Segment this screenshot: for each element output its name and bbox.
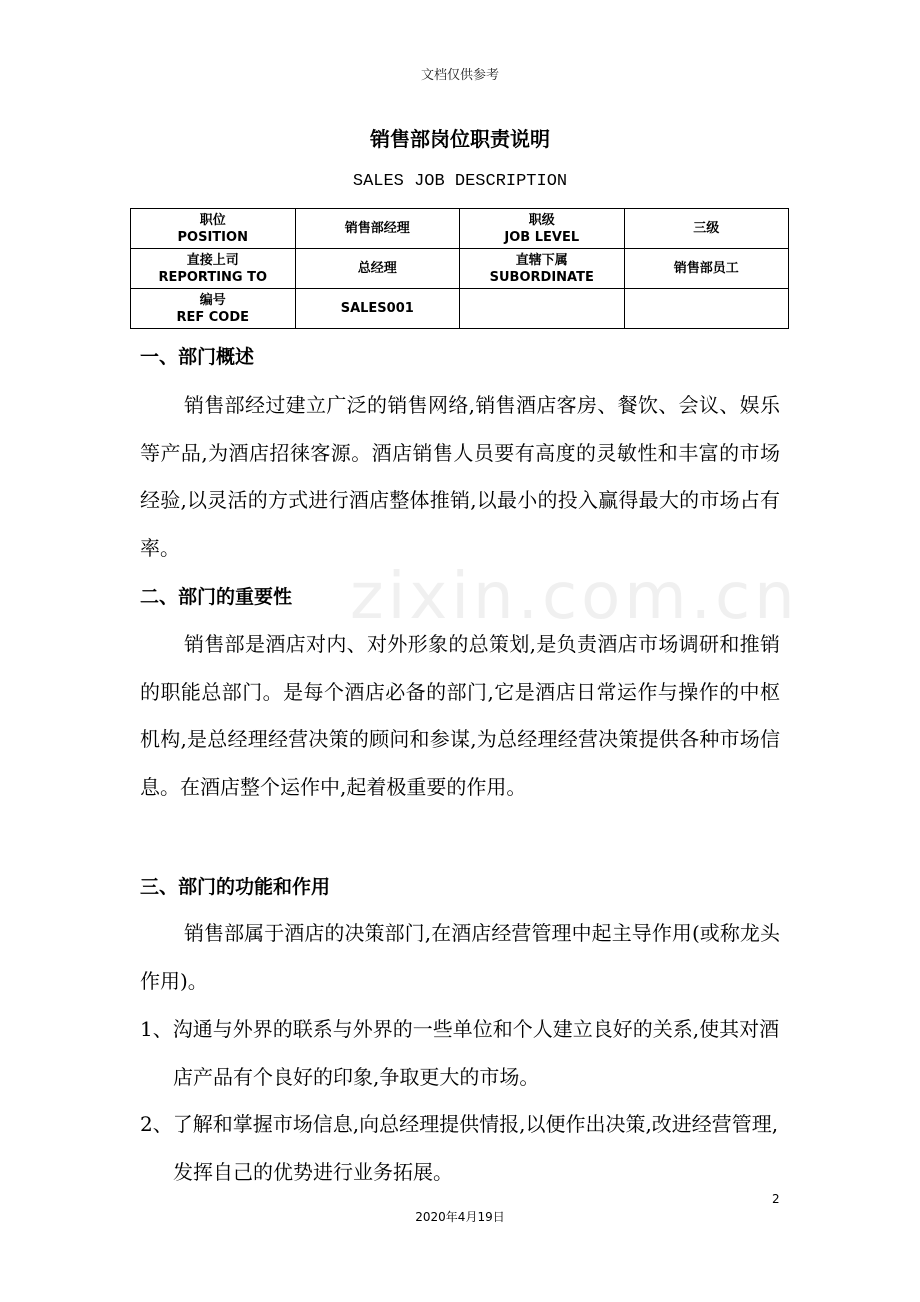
table-cell — [624, 289, 789, 329]
table-cell: 直接上司 REPORTING TO — [131, 249, 296, 289]
table-row — [131, 209, 789, 249]
table-cell: 直辖下属 SUBORDINATE — [460, 249, 625, 289]
table-row — [131, 249, 789, 289]
table-cell — [460, 289, 625, 329]
table-cell: 总经理 — [295, 249, 460, 289]
table-cell: SALES001 — [295, 289, 460, 329]
table-cell: 编号 REF CODE — [131, 289, 296, 329]
document-subtitle: SALES JOB DESCRIPTION — [352, 172, 568, 191]
footer-date: 2020年4月19日 — [415, 1210, 505, 1224]
table-cell: 销售部经理 — [295, 209, 460, 249]
section-paragraph-overview: 销售部经过建立广泛的销售网络,销售酒店客房、餐饮、会议、娱乐等产品,为酒店招徕客源。酒店销售人员要有高度的灵敏性和丰富的市场经验,以灵活的方式进行酒店整体推销,以最小的投入赢得最大的市场占有率。 — [140, 393, 780, 560]
section-heading-overview: 一、部门概述 — [140, 346, 255, 368]
table-cell: 职级 JOB LEVEL — [460, 209, 625, 249]
section-paragraph-functions: 销售部属于酒店的决策部门,在酒店经营管理中起主导作用(或称龙头作用)。 — [140, 921, 780, 993]
list-item: 1、沟通与外界的联系与外界的一些单位和个人建立良好的关系,使其对酒店产品有个良好的印象,争取更大的市场。 — [140, 1017, 780, 1089]
section-heading-importance: 二、部门的重要性 — [140, 586, 293, 608]
table-cell: 三级 — [624, 209, 789, 249]
header-note: 文档仅供参考 — [420, 68, 499, 83]
section-paragraph-importance: 销售部是酒店对内、对外形象的总策划,是负责酒店市场调研和推销的职能总部门。是每个酒店必备的部门,它是酒店日常运作与操作的中枢机构,是总经理经营决策的顾问和参谋,为总经理经营决策提供各种市场信息。在酒店整个运作中,起着极重要的作用。 — [140, 632, 780, 799]
table-cell: 职位 POSITION — [131, 209, 296, 249]
watermark: zixin.com.cn — [350, 560, 799, 634]
section-heading-functions: 三、部门的功能和作用 — [140, 876, 331, 898]
document-title: 销售部岗位职责说明 — [370, 127, 550, 151]
page-number: 2 — [772, 1192, 780, 1206]
table-cell: 销售部员工 — [624, 249, 789, 289]
job-info-table — [130, 208, 789, 329]
table-row — [131, 289, 789, 329]
list-item: 2、了解和掌握市场信息,向总经理提供情报,以便作出决策,改进经营管理,发挥自己的优势进行业务拓展。 — [140, 1112, 779, 1184]
